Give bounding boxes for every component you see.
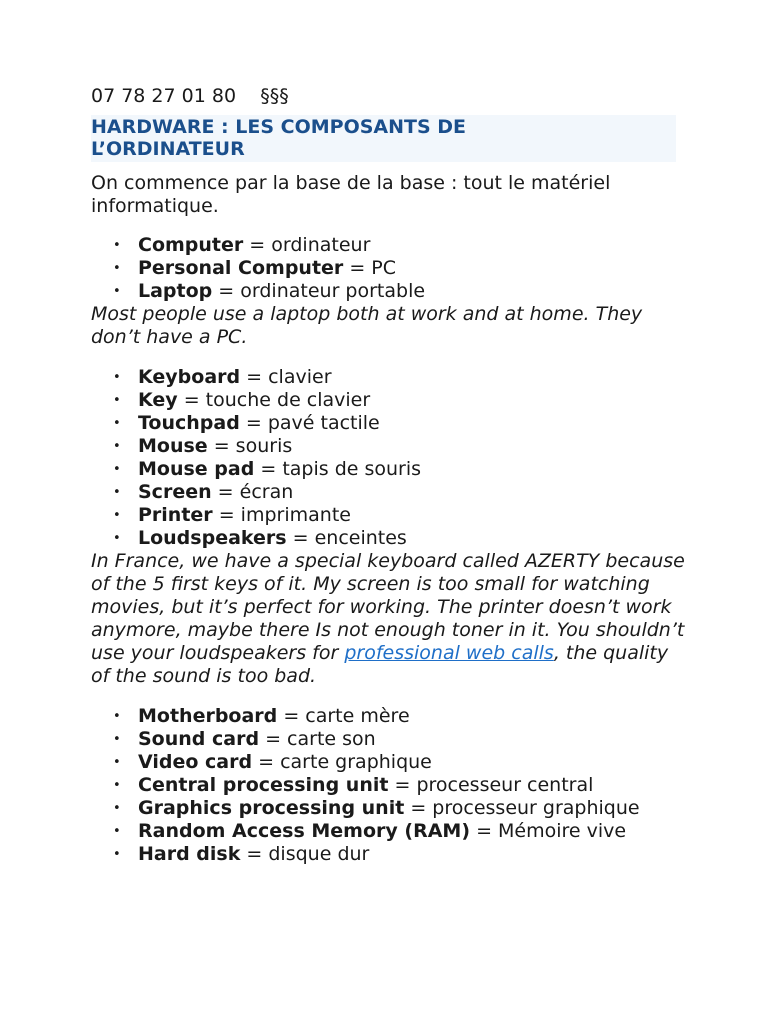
bullet-icon: • xyxy=(113,732,121,747)
definition: = tapis de souris xyxy=(254,458,422,480)
list-item xyxy=(91,435,691,458)
list-item xyxy=(91,280,691,303)
definition: = carte graphique xyxy=(252,751,432,773)
bullet-icon: • xyxy=(113,261,121,276)
list-item xyxy=(91,412,691,435)
definition: = Mémoire vive xyxy=(470,820,627,842)
list-item xyxy=(91,527,691,550)
list-item xyxy=(91,728,691,751)
page-title-line-1: HARDWARE : LES COMPOSANTS DE xyxy=(91,116,467,138)
list-item xyxy=(91,234,691,257)
term: Sound card xyxy=(138,728,260,750)
bullet-icon: • xyxy=(113,238,121,253)
list-item xyxy=(91,774,691,797)
definition: = PC xyxy=(343,257,397,279)
bullet-icon: • xyxy=(113,847,121,862)
definition: = processeur graphique xyxy=(404,797,640,819)
term: Personal Computer xyxy=(138,257,344,279)
definition: = pavé tactile xyxy=(239,412,380,434)
bullet-icon: • xyxy=(113,801,121,816)
bullet-icon: • xyxy=(113,508,121,523)
bullet-icon: • xyxy=(113,824,121,839)
bullet-icon: • xyxy=(113,485,121,500)
term: Key xyxy=(138,389,178,411)
phone-number: 07 78 27 01 80 §§§ xyxy=(91,85,289,107)
professional-web-calls-link[interactable]: professional web calls xyxy=(344,642,554,664)
vocab-list-components xyxy=(91,705,691,866)
list-item xyxy=(91,504,691,527)
definition: = disque dur xyxy=(240,843,370,865)
vocab-list-computers xyxy=(91,234,691,303)
term: Motherboard xyxy=(138,705,278,727)
vocab-list-peripherals xyxy=(91,366,691,550)
definition: = imprimante xyxy=(212,504,351,526)
definition: = processeur central xyxy=(388,774,594,796)
term: Loudspeakers xyxy=(138,527,287,549)
bullet-icon: • xyxy=(113,755,121,770)
bullet-icon: • xyxy=(113,370,121,385)
list-item xyxy=(91,458,691,481)
definition: = enceintes xyxy=(286,527,407,549)
definition: = carte mère xyxy=(277,705,410,727)
definition: = souris xyxy=(207,435,293,457)
term: Mouse xyxy=(138,435,208,457)
bullet-icon: • xyxy=(113,462,121,477)
list-item xyxy=(91,257,691,280)
note-text-before: In France, we have a special keyboard called AZERTY because of the 5 first keys of it. My screen is too small for watching movies, but it’s perfect for working. The printer doesn’t work anymore, maybe there Is not enough toner in it. You shouldn’t use your loudspeakers for xyxy=(91,550,685,664)
term: Central processing unit xyxy=(138,774,389,796)
list-item xyxy=(91,751,691,774)
definition: = ordinateur xyxy=(243,234,371,256)
term: Random Access Memory (RAM) xyxy=(138,820,471,842)
term: Video card xyxy=(138,751,253,773)
list-item xyxy=(91,843,691,866)
bullet-icon: • xyxy=(113,778,121,793)
term: Hard disk xyxy=(138,843,241,865)
bullet-icon: • xyxy=(113,531,121,546)
term: Computer xyxy=(138,234,244,256)
example-note-1: Most people use a laptop both at work and at home. They don’t have a PC. xyxy=(91,303,643,348)
definition: = clavier xyxy=(240,366,332,388)
page-title-line-2: L’ORDINATEUR xyxy=(91,138,245,160)
bullet-icon: • xyxy=(113,416,121,431)
list-item xyxy=(91,820,691,843)
definition: = touche de clavier xyxy=(177,389,371,411)
term: Keyboard xyxy=(138,366,241,388)
list-item xyxy=(91,481,691,504)
list-item xyxy=(91,797,691,820)
page-title xyxy=(91,115,676,162)
example-note-2 xyxy=(91,550,691,688)
intro-paragraph: On commence par la base de la base : tout le matériel informatique. xyxy=(91,172,611,217)
definition: = écran xyxy=(211,481,294,503)
list-item xyxy=(91,366,691,389)
note-text-after: , the quality of the sound is too bad. xyxy=(91,642,669,687)
bullet-icon: • xyxy=(113,393,121,408)
definition: = ordinateur portable xyxy=(212,280,426,302)
list-item xyxy=(91,705,691,728)
term: Printer xyxy=(138,504,213,526)
bullet-icon: • xyxy=(113,439,121,454)
bullet-icon: • xyxy=(113,709,121,724)
document-page xyxy=(91,85,691,866)
term: Touchpad xyxy=(138,412,240,434)
term: Laptop xyxy=(138,280,213,302)
term: Mouse pad xyxy=(138,458,255,480)
term: Screen xyxy=(138,481,212,503)
list-item xyxy=(91,389,691,412)
term: Graphics processing unit xyxy=(138,797,405,819)
bullet-icon: • xyxy=(113,284,121,299)
definition: = carte son xyxy=(259,728,376,750)
